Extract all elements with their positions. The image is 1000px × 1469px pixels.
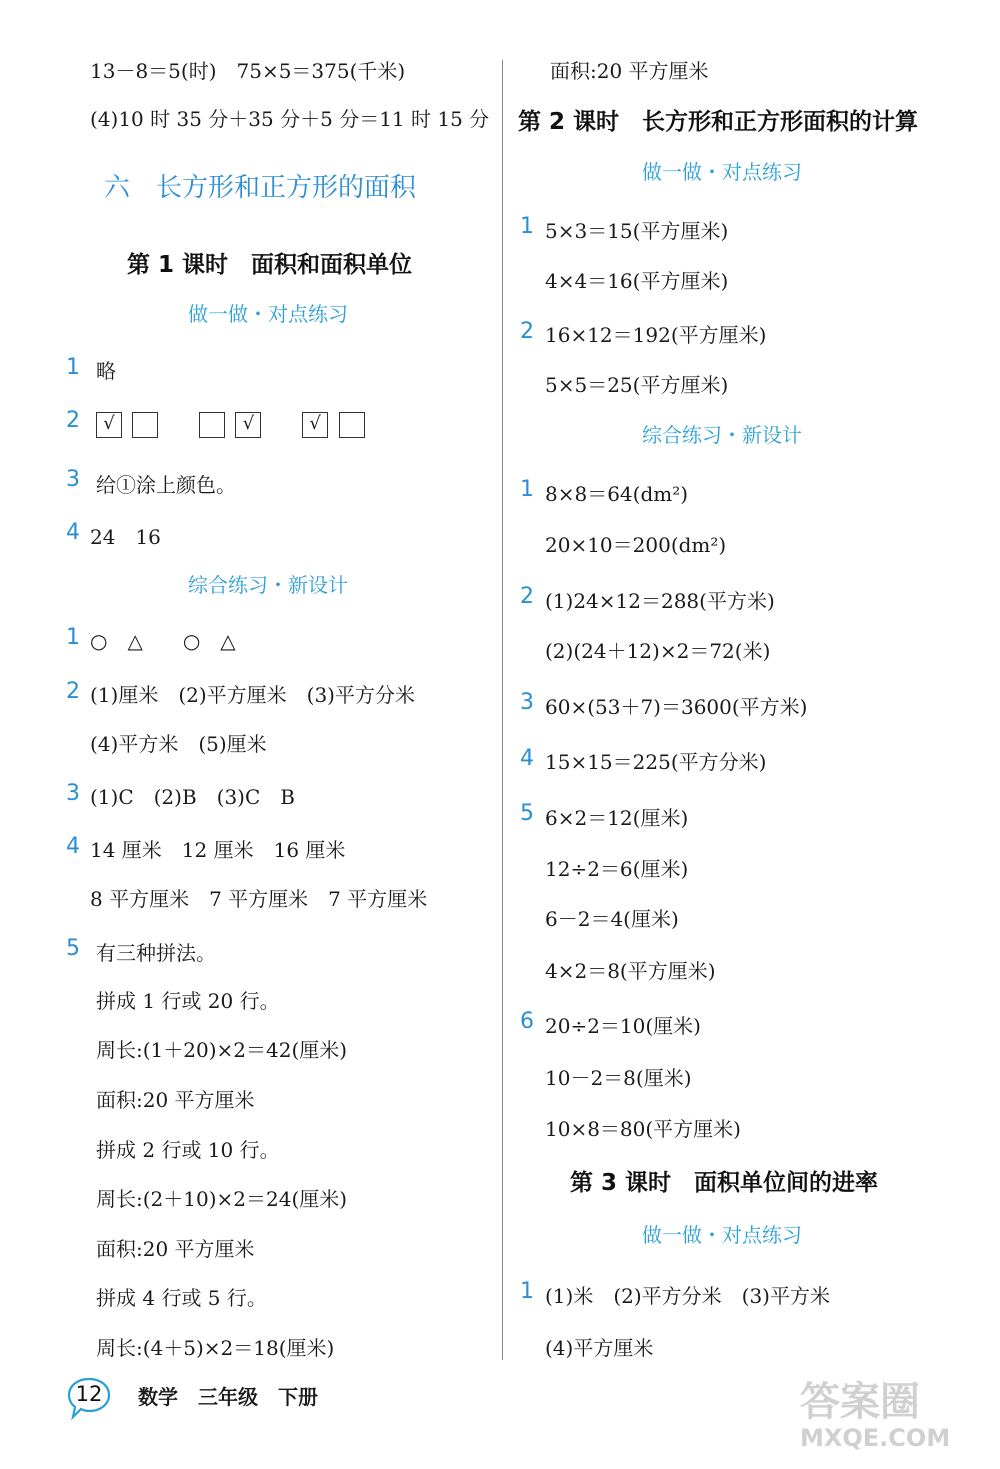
watermark-url: MXQE.COM (800, 1424, 951, 1452)
answer-line: 13－8＝5(时) 75×5＝375(千米) (90, 59, 406, 83)
answer-line: 略 (96, 359, 116, 383)
watermark-logo-text: 答案圈 (800, 1379, 920, 1425)
answer-line: (4)平方厘米 (545, 1336, 654, 1360)
answer-line: 拼成 1 行或 20 行。 (96, 989, 280, 1013)
answer-line: 面积:20 平方厘米 (550, 59, 709, 83)
answer-line: ○ △ ○ △ (90, 629, 236, 653)
question-number: 1 (520, 1279, 534, 1304)
answer-line: 给①涂上颜色。 (96, 473, 236, 497)
answer-line: 拼成 2 行或 10 行。 (96, 1138, 280, 1162)
lesson-title: 第 1 课时 面积和面积单位 (127, 252, 413, 278)
answer-line: 24 16 (90, 525, 161, 549)
answer-line: 5×3＝15(平方厘米) (545, 219, 729, 243)
question-number: 4 (66, 520, 80, 545)
answer-line: 周长:(1＋20)×2＝42(厘米) (96, 1038, 348, 1062)
answer-line: 拼成 4 行或 5 行。 (96, 1286, 267, 1310)
answer-line: 6×2＝12(厘米) (545, 806, 689, 830)
question-number: 3 (66, 467, 80, 492)
answer-line: 16×12＝192(平方厘米) (545, 323, 767, 347)
column-divider (502, 60, 503, 1360)
question-number: 3 (520, 690, 534, 715)
answer-line: 60×(53＋7)＝3600(平方米) (545, 695, 808, 719)
question-number: 5 (520, 801, 534, 826)
answer-line: 5×5＝25(平方厘米) (545, 373, 729, 397)
question-number: 2 (66, 679, 80, 704)
checkbox-row (96, 410, 369, 438)
answer-line: 20×10＝200(dm²) (545, 533, 727, 557)
answer-line: 8 平方厘米 7 平方厘米 7 平方厘米 (90, 887, 428, 911)
section-heading: 综合练习・新设计 (188, 573, 348, 597)
page-number-badge (66, 1376, 112, 1420)
answer-line: 15×15＝225(平方分米) (545, 750, 767, 774)
question-number: 1 (520, 214, 534, 239)
section-heading: 做一做・对点练习 (188, 302, 348, 326)
answer-line: (2)(24＋12)×2＝72(米) (545, 639, 771, 663)
question-number: 2 (66, 408, 80, 433)
question-number: 3 (66, 781, 80, 806)
empty-box (132, 412, 158, 438)
watermark (800, 1380, 950, 1452)
question-number: 1 (520, 477, 534, 502)
empty-box (339, 412, 365, 438)
section-heading: 做一做・对点练习 (642, 160, 802, 184)
question-number: 5 (66, 936, 80, 961)
answer-line: 有三种拼法。 (96, 941, 216, 965)
answer-line: 10－2＝8(厘米) (545, 1066, 692, 1090)
answer-line: (1)24×12＝288(平方米) (545, 589, 775, 613)
checked-box: √ (235, 412, 261, 438)
answer-line: (1)厘米 (2)平方厘米 (3)平方分米 (90, 683, 415, 707)
question-number: 2 (520, 584, 534, 609)
answer-line: 10×8＝80(平方厘米) (545, 1117, 741, 1141)
section-heading: 做一做・对点练习 (642, 1223, 802, 1247)
chapter-title: 六 长方形和正方形的面积 (104, 173, 417, 203)
answer-line: 4×2＝8(平方厘米) (545, 959, 716, 983)
question-number: 4 (66, 834, 80, 859)
answer-line: 周长:(2＋10)×2＝24(厘米) (96, 1187, 348, 1211)
answer-line: 面积:20 平方厘米 (96, 1088, 255, 1112)
answer-line: (4)10 时 35 分＋35 分＋5 分＝11 时 15 分 (90, 107, 490, 131)
answer-line: 6－2＝4(厘米) (545, 907, 679, 931)
answer-line: 8×8＝64(dm²) (545, 482, 689, 506)
question-number: 1 (66, 625, 80, 650)
lesson-title: 第 2 课时 长方形和正方形面积的计算 (518, 109, 919, 135)
question-number: 2 (520, 319, 534, 344)
checked-box: √ (96, 412, 122, 438)
checked-box: √ (302, 412, 328, 438)
answer-line: 4×4＝16(平方厘米) (545, 269, 729, 293)
answer-line: 12÷2＝6(厘米) (545, 857, 689, 881)
question-number: 4 (520, 746, 534, 771)
answer-line: (4)平方米 (5)厘米 (90, 732, 267, 756)
answer-line: 周长:(4＋5)×2＝18(厘米) (96, 1336, 335, 1360)
answer-line: 面积:20 平方厘米 (96, 1237, 255, 1261)
answer-line: 20÷2＝10(厘米) (545, 1014, 701, 1038)
page-number: 12 (75, 1382, 103, 1406)
answer-line: (1)C (2)B (3)C B (90, 785, 295, 809)
lesson-title: 第 3 课时 面积单位间的进率 (570, 1170, 879, 1196)
question-number: 6 (520, 1009, 534, 1034)
question-number: 1 (66, 355, 80, 380)
answer-line: (1)米 (2)平方分米 (3)平方米 (545, 1284, 830, 1308)
section-heading: 综合练习・新设计 (642, 423, 802, 447)
book-title: 数学 三年级 下册 (138, 1385, 318, 1409)
empty-box (199, 412, 225, 438)
answer-line: 14 厘米 12 厘米 16 厘米 (90, 838, 346, 862)
